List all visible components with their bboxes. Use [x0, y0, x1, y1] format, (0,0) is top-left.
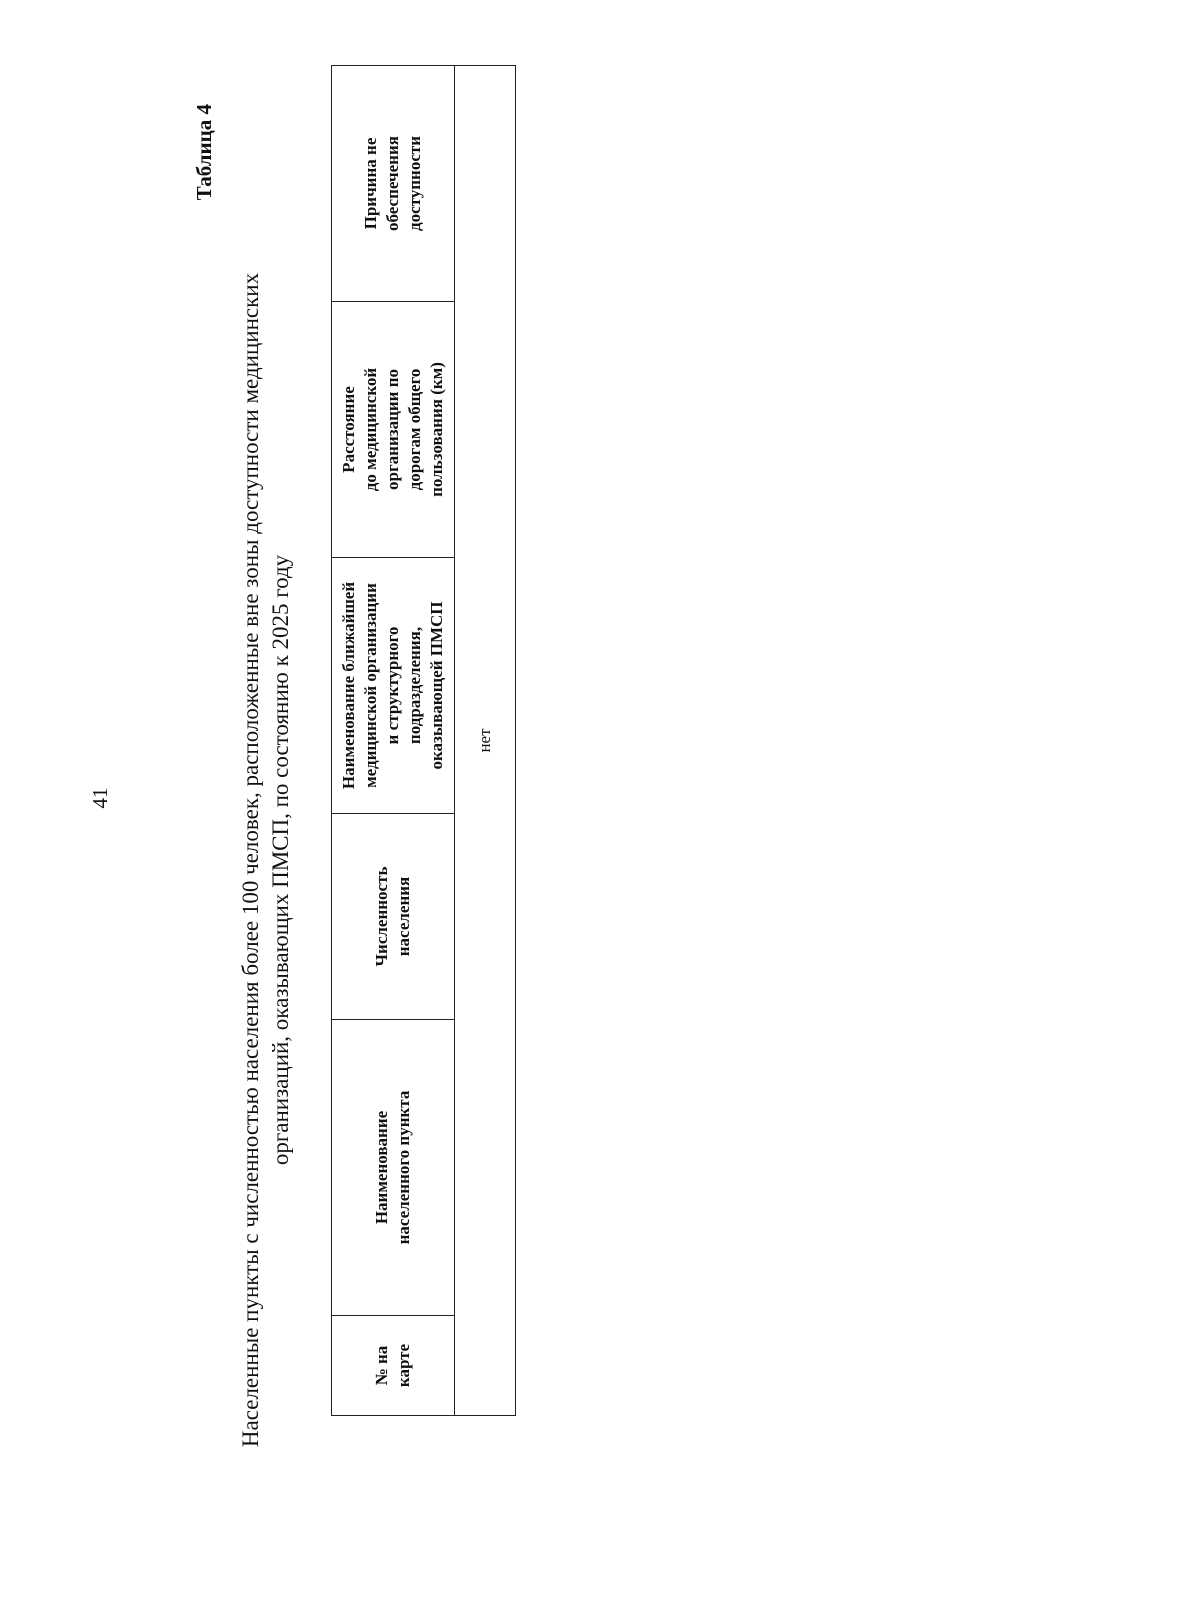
table-label: Таблица 4: [192, 104, 216, 201]
table-header-row: [332, 66, 455, 1416]
table-title: [236, 270, 296, 1450]
header-reason-text: Причина не обеспечения доступности: [361, 135, 424, 232]
header-population-text: Численность населения: [372, 866, 413, 967]
table-row: [455, 66, 516, 1416]
header-distance-text: Расстояние до медицинской организации по дорогам общего пользования (км): [339, 362, 446, 497]
header-distance: [332, 302, 455, 558]
table-title-line-1: Населенные пункты с численностью населения более 100 человек, расположенные вне зоны доступности медицинских: [238, 272, 263, 1448]
header-population: [332, 814, 455, 1020]
empty-row-cell: нет: [455, 66, 516, 1416]
header-nearest-medical-organization-text: Наименование ближайшей медицинской организации и структурного подразделения, оказывающей ПМСП: [339, 581, 446, 790]
page-number: 41: [88, 787, 112, 809]
table-title-line-2: организаций, оказывающих ПМСП, по состоянию к 2025 году: [268, 554, 293, 1166]
header-map-number-text: № на карте: [372, 1343, 413, 1388]
header-reason: [332, 66, 455, 302]
settlements-table: [331, 65, 516, 1416]
header-map-number: [332, 1316, 455, 1416]
header-nearest-medical-organization: [332, 558, 455, 814]
header-settlement-name-text: Наименование населенного пункта: [372, 1090, 413, 1245]
header-settlement-name: [332, 1020, 455, 1316]
